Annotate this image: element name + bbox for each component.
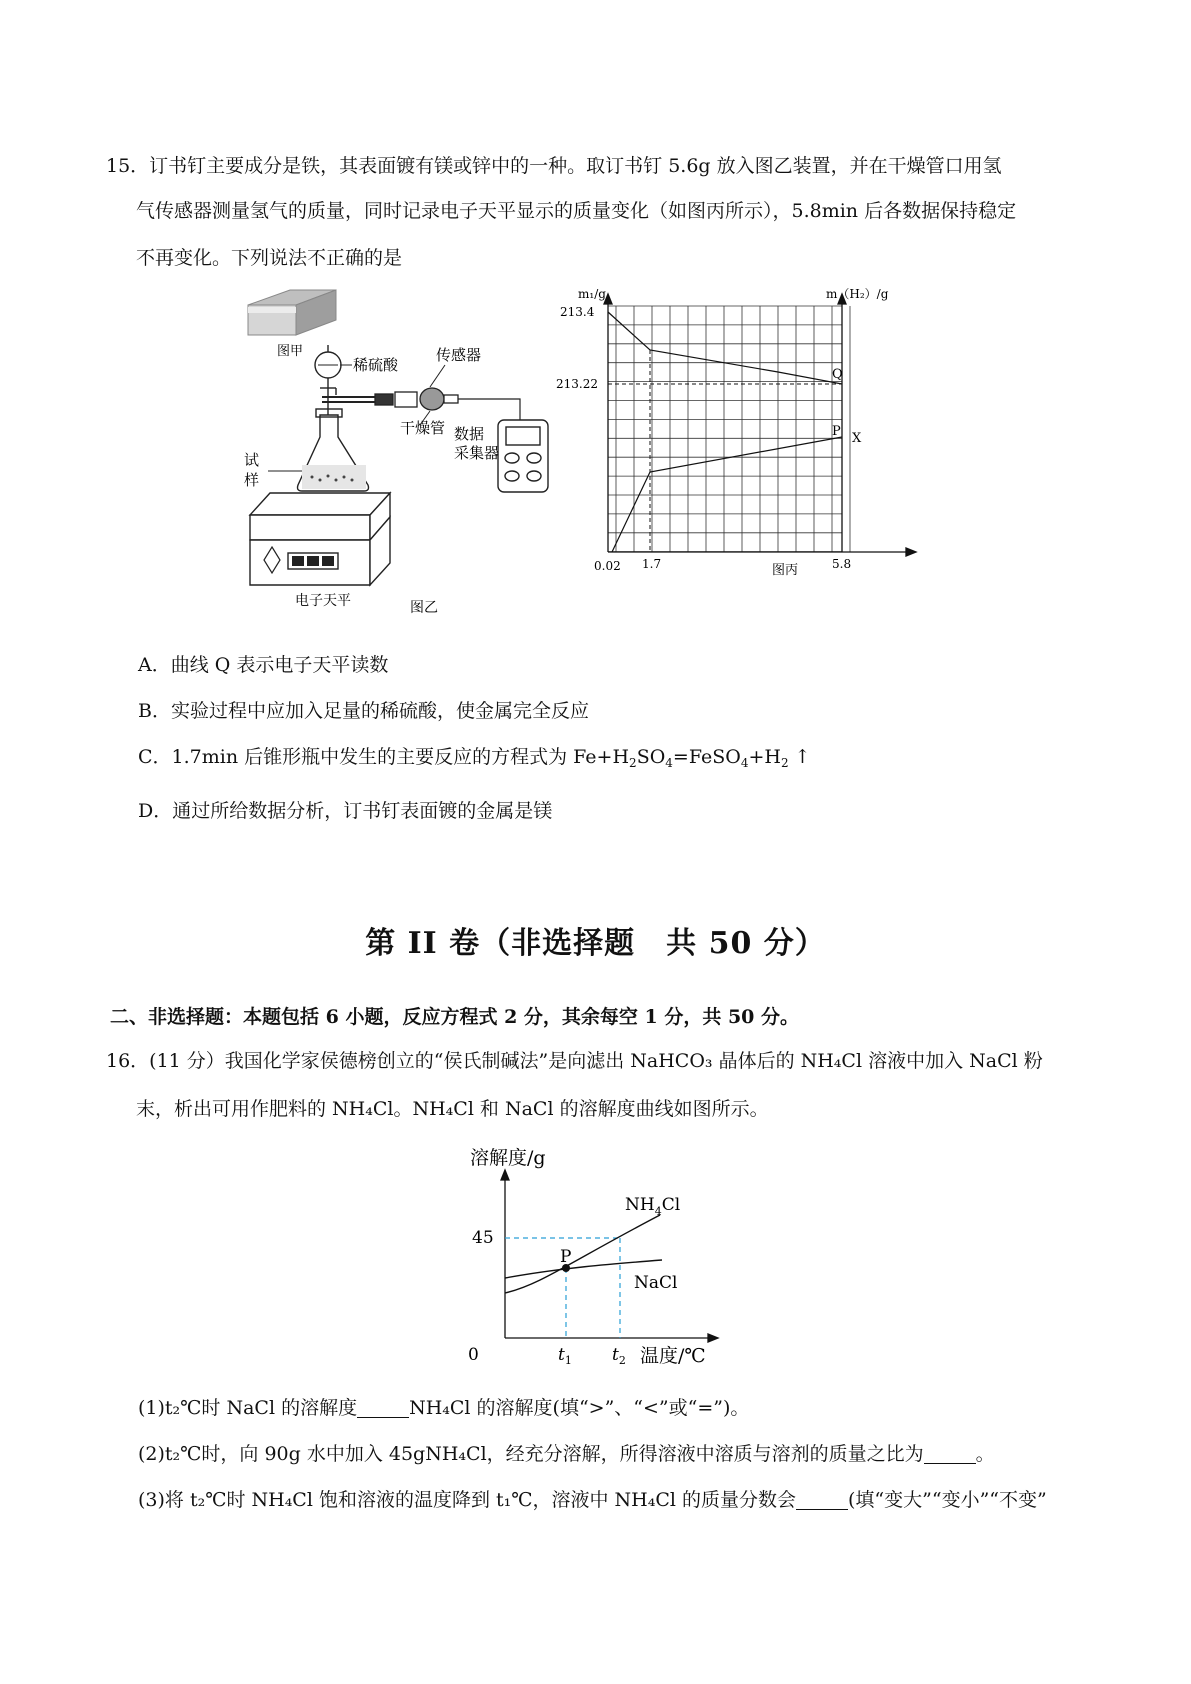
label-t2: $t_2$ bbox=[612, 1345, 626, 1367]
option-c: C．1.7min 后锥形瓶中发生的主要反应的方程式为 $Fe+H_2SO_4=FeSO_4+H_2$ ↑ bbox=[138, 746, 811, 770]
option-d: D．通过所给数据分析，订书钉表面镀的金属是镁 bbox=[138, 800, 553, 822]
q16-line-2: 末，析出可用作肥料的 NH₄Cl。NH₄Cl 和 NaCl 的溶解度曲线如图所示。 bbox=[136, 1098, 769, 1120]
label-collector-1: 数据 bbox=[454, 425, 485, 443]
option-a: A．曲线 Q 表示电子天平读数 bbox=[138, 654, 389, 676]
q16-sub-2: (2)t₂℃时，向 90g 水中加入 45gNH₄Cl，经充分溶解，所得溶液中溶质与溶剂的质量之比为 。 bbox=[138, 1443, 995, 1465]
q16-sub-1: (1)t₂℃时 NaCl 的溶解度 NH₄Cl 的溶解度(填“>”、“<”或“=”)。 bbox=[138, 1397, 750, 1419]
option-b: B．实验过程中应加入足量的稀硫酸，使金属完全反应 bbox=[138, 700, 589, 722]
section-heading: 二、非选择题：本题包括 6 小题，反应方程式 2 分，其余每空 1 分，共 50 分。 bbox=[110, 1006, 800, 1028]
label-balance: 电子天平 bbox=[295, 593, 351, 609]
y-axis-label: 溶解度/g bbox=[470, 1147, 546, 1169]
label-origin: 0 bbox=[468, 1345, 479, 1365]
tick-1-7: 1.7 bbox=[642, 557, 662, 571]
solubility-chart bbox=[470, 1140, 740, 1380]
figure-apparatus bbox=[240, 285, 560, 615]
label-p: P bbox=[832, 424, 841, 439]
answer-blank-1[interactable] bbox=[357, 1397, 409, 1418]
label-q: Q bbox=[832, 367, 843, 382]
curve-q-balance bbox=[608, 312, 842, 384]
tick-5-8: 5.8 bbox=[832, 557, 852, 571]
label-sample-1: 试 bbox=[244, 451, 260, 469]
label-drying-tube: 干燥管 bbox=[400, 419, 446, 437]
answer-blank-3[interactable] bbox=[796, 1489, 848, 1510]
tick-0-02: 0.02 bbox=[594, 559, 621, 573]
label-collector-2: 采集器 bbox=[454, 444, 500, 462]
caption-bing: 图丙 bbox=[772, 563, 799, 578]
tick-213-22: 213.22 bbox=[556, 377, 598, 391]
q15-line-3: 不再变化。下列说法不正确的是 bbox=[136, 247, 403, 269]
label-sample-2: 样 bbox=[244, 471, 260, 489]
q16-line-1: 16．(11 分）我国化学家侯德榜创立的“侯氏制碱法”是向滤出 NaHCO₃ 晶体后的 NH₄Cl 溶液中加入 NaCl 粉 bbox=[106, 1050, 1043, 1072]
tick-45: 45 bbox=[472, 1228, 494, 1248]
label-t1: $t_1$ bbox=[558, 1345, 572, 1367]
q15-line-1: 15．订书钉主要成分是铁，其表面镀有镁或锌中的一种。取订书钉 5.6g 放入图乙装置，并在干燥管口用氢 bbox=[106, 155, 1002, 177]
label-acid: 稀硫酸 bbox=[353, 356, 399, 374]
caption-yi: 图乙 bbox=[410, 600, 438, 616]
staple-image bbox=[248, 290, 336, 335]
answer-blank-2[interactable] bbox=[924, 1443, 976, 1464]
caption-jia: 图甲 bbox=[276, 344, 304, 359]
curve-p-hydrogen bbox=[612, 437, 842, 552]
tick-213-4: 213.4 bbox=[560, 305, 595, 319]
q15-line-2: 气传感器测量氢气的质量，同时记录电子天平显示的质量变化（如图丙所示），5.8min 后各数据保持稳定 bbox=[136, 200, 1017, 222]
section-title: 第 II 卷（非选择题 共 50 分） bbox=[365, 926, 826, 961]
label-x: X bbox=[852, 431, 862, 446]
figure-mass-graph bbox=[556, 287, 928, 620]
label-nacl: NaCl bbox=[634, 1273, 678, 1293]
label-nh4cl: $NH_4Cl$ bbox=[625, 1195, 681, 1218]
q16-sub-3: (3)将 t₂℃时 NH₄Cl 饱和溶液的温度降到 t₁℃，溶液中 NH₄Cl 的质量分数会 (填“变大”“变小”“不变” bbox=[138, 1489, 1047, 1511]
y-right-label: m（H₂）/g bbox=[826, 287, 889, 301]
x-axis-label: 温度/℃ bbox=[640, 1345, 706, 1367]
label-sensor: 传感器 bbox=[436, 346, 482, 364]
y-left-label: m₁/g bbox=[578, 287, 606, 301]
label-point-p: P bbox=[560, 1247, 572, 1267]
